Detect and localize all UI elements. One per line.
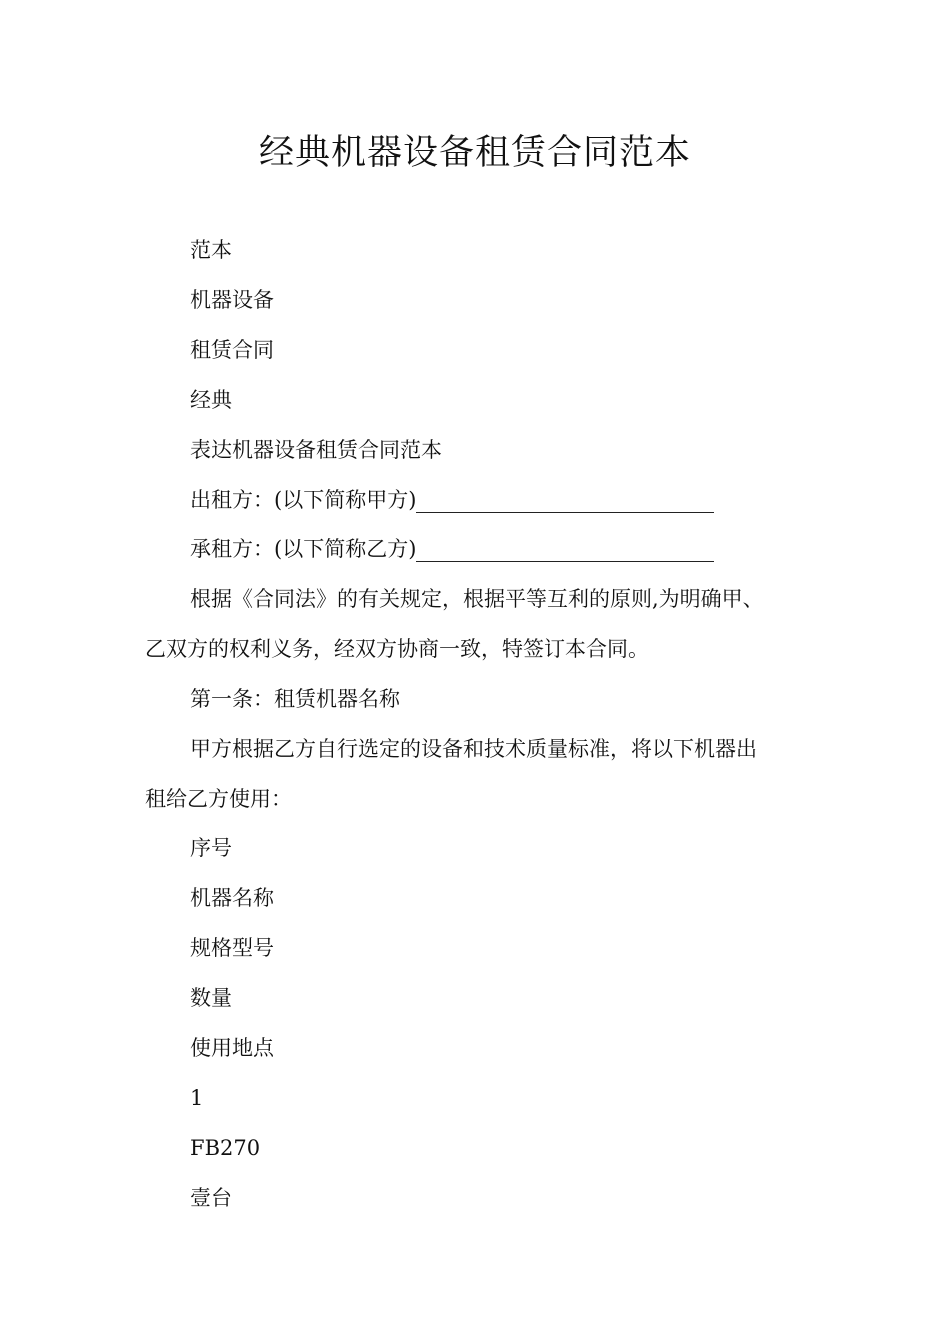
lessee-blank xyxy=(416,541,714,562)
subtitle-line: 表达机器设备租赁合同范本 xyxy=(190,438,442,462)
table-header-cell: 规格型号 xyxy=(190,936,274,960)
article-heading: 第一条：租赁机器名称 xyxy=(190,687,400,711)
table-cell: 1 xyxy=(190,1086,204,1110)
keyword-line: 机器设备 xyxy=(190,288,274,312)
lessor-label: 出租方：(以下简称甲方) xyxy=(190,488,417,512)
table-cell: 壹台 xyxy=(190,1186,232,1210)
lessor-line xyxy=(190,485,714,515)
paragraph-line: 租给乙方使用： xyxy=(145,787,292,811)
keyword-line: 租赁合同 xyxy=(190,338,274,362)
table-header-cell: 机器名称 xyxy=(190,886,274,910)
paragraph-line: 乙双方的权利义务，经双方协商一致，特签订本合同。 xyxy=(145,637,649,661)
table-header-cell: 使用地点 xyxy=(190,1036,274,1060)
keyword-line: 范本 xyxy=(190,238,232,262)
document-title: 经典机器设备租赁合同范本 xyxy=(258,133,691,173)
lessee-line xyxy=(190,534,714,564)
keyword-line: 经典 xyxy=(190,388,232,412)
paragraph-line: 根据《合同法》的有关规定，根据平等互利的原则,为明确甲、 xyxy=(190,587,764,611)
lessee-label: 承租方：(以下简称乙方) xyxy=(190,537,417,561)
lessor-blank xyxy=(416,492,714,513)
paragraph-line: 甲方根据乙方自行选定的设备和技术质量标准，将以下机器出 xyxy=(190,737,757,761)
table-header-cell: 数量 xyxy=(190,986,232,1010)
table-header-cell: 序号 xyxy=(190,836,232,860)
table-cell: FB270 xyxy=(190,1136,261,1160)
